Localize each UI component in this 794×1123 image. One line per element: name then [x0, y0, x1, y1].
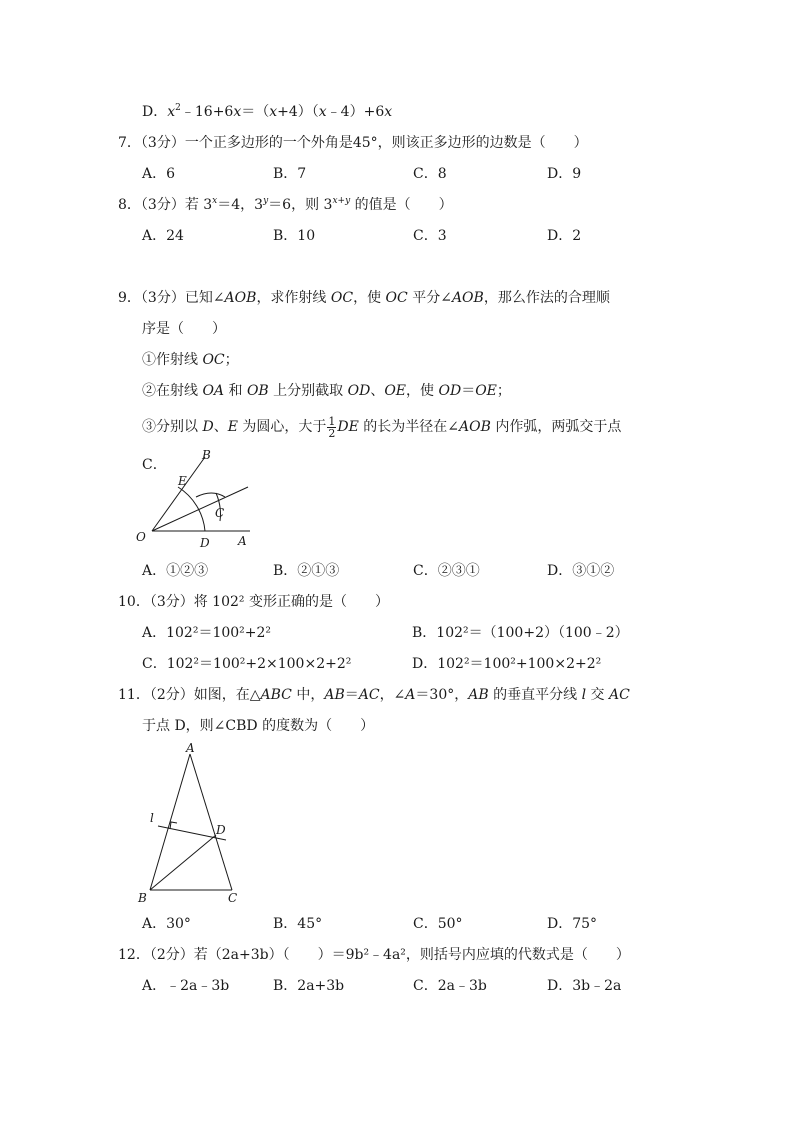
fig11-label-c: C	[228, 891, 238, 905]
fraction-one-half: $\frac{1}{2}$	[328, 414, 336, 440]
q10-option-b: B．102²＝（100+2）（100﹣2）	[412, 625, 629, 641]
q12-option-c: C．2a﹣3b	[413, 978, 487, 994]
fig9-label-a: A	[238, 534, 247, 548]
q11-option-a: A．30°	[142, 916, 191, 932]
q11-stem-line2: 于点 D，则∠CBD 的度数为（ ）	[142, 718, 375, 734]
q7-stem: 7．（3分）一个正多边形的一个外角是45°，则该正多边形的边数是（ ）	[118, 135, 588, 151]
q12-stem: 12．（2分）若（2a+3b）（ ）＝9b²﹣4a²，则括号内应填的代数式是（ ）	[118, 947, 630, 963]
q8-stem: 8．（3分）若 $3^x=4$，$3^y=6$，则 $3^{x+y}$ 的值是（ ）	[118, 196, 453, 213]
q12-option-a: A．﹣2a﹣3b	[142, 978, 230, 994]
q9-option-b: B．②①③	[273, 563, 340, 579]
fig11-label-a: A	[186, 741, 195, 755]
q9-option-a: A．①②③	[142, 563, 209, 579]
q8-option-d: D．2	[547, 228, 582, 244]
q6-option-d: D．$x^2﹣16+6x=(x+4)(x﹣4)+6x$	[142, 103, 393, 120]
q9-step-3: ③分别以 D、E 为圆心，大于 $\frac{1}{2}$ DE 的长为半径在∠AOB 内作弧，两弧交于点	[142, 414, 622, 440]
q9-option-c: C．②③①	[413, 563, 480, 579]
q11-triangle-figure	[136, 740, 246, 910]
q9-step-3-cont: C．	[142, 457, 167, 473]
q12-option-d: D．3b﹣2a	[547, 978, 622, 994]
q7-option-c: C．8	[413, 166, 447, 182]
fig9-label-o: O	[136, 530, 146, 544]
q9-stem-line2: 序是（ ）	[142, 321, 226, 337]
q10-option-d: D．102²＝100²+100×2+2²	[412, 656, 602, 672]
fig9-label-e: E	[178, 474, 187, 488]
q9-step-1: ①作射线 OC；	[142, 352, 239, 368]
q8-option-c: C．3	[413, 228, 447, 244]
q7-option-d: D．9	[547, 166, 582, 182]
q8-option-b: B．10	[273, 228, 316, 244]
q9-angle-figure	[130, 445, 260, 555]
fig11-label-l: l	[150, 811, 154, 825]
q7-option-a: A．6	[142, 166, 176, 182]
q7-option-b: B．7	[273, 166, 307, 182]
q9-stem-line1: 9．（3分）已知∠AOB，求作射线 OC，使 OC 平分∠AOB，那么作法的合理顺	[118, 290, 610, 306]
q10-option-a: A．102²＝100²+2²	[142, 625, 272, 641]
fig9-label-c: C	[215, 506, 225, 520]
fig11-label-b: B	[138, 891, 147, 905]
fig9-label-b: B	[202, 448, 211, 462]
q10-option-c: C．102²＝100²+2×100×2+2²	[142, 656, 352, 672]
q11-option-d: D．75°	[547, 916, 598, 932]
q11-option-b: B．45°	[273, 916, 323, 932]
q12-option-b: B．2a+3b	[273, 978, 345, 994]
q9-option-d: D．③①②	[547, 563, 615, 579]
q11-stem-line1: 11．（2分）如图，在△ABC 中，AB＝AC，∠A＝30°，AB 的垂直平分线 l 交 AC	[118, 687, 630, 703]
q10-stem: 10．（3分）将 102² 变形正确的是（ ）	[118, 594, 389, 610]
q9-step-2: ②在射线 OA 和 OB 上分别截取 OD、OE，使 OD＝OE；	[142, 383, 511, 399]
fig11-label-d: D	[216, 823, 226, 837]
q8-option-a: A．24	[142, 228, 184, 244]
fig9-label-d: D	[200, 536, 210, 550]
q11-option-c: C．50°	[413, 916, 463, 932]
